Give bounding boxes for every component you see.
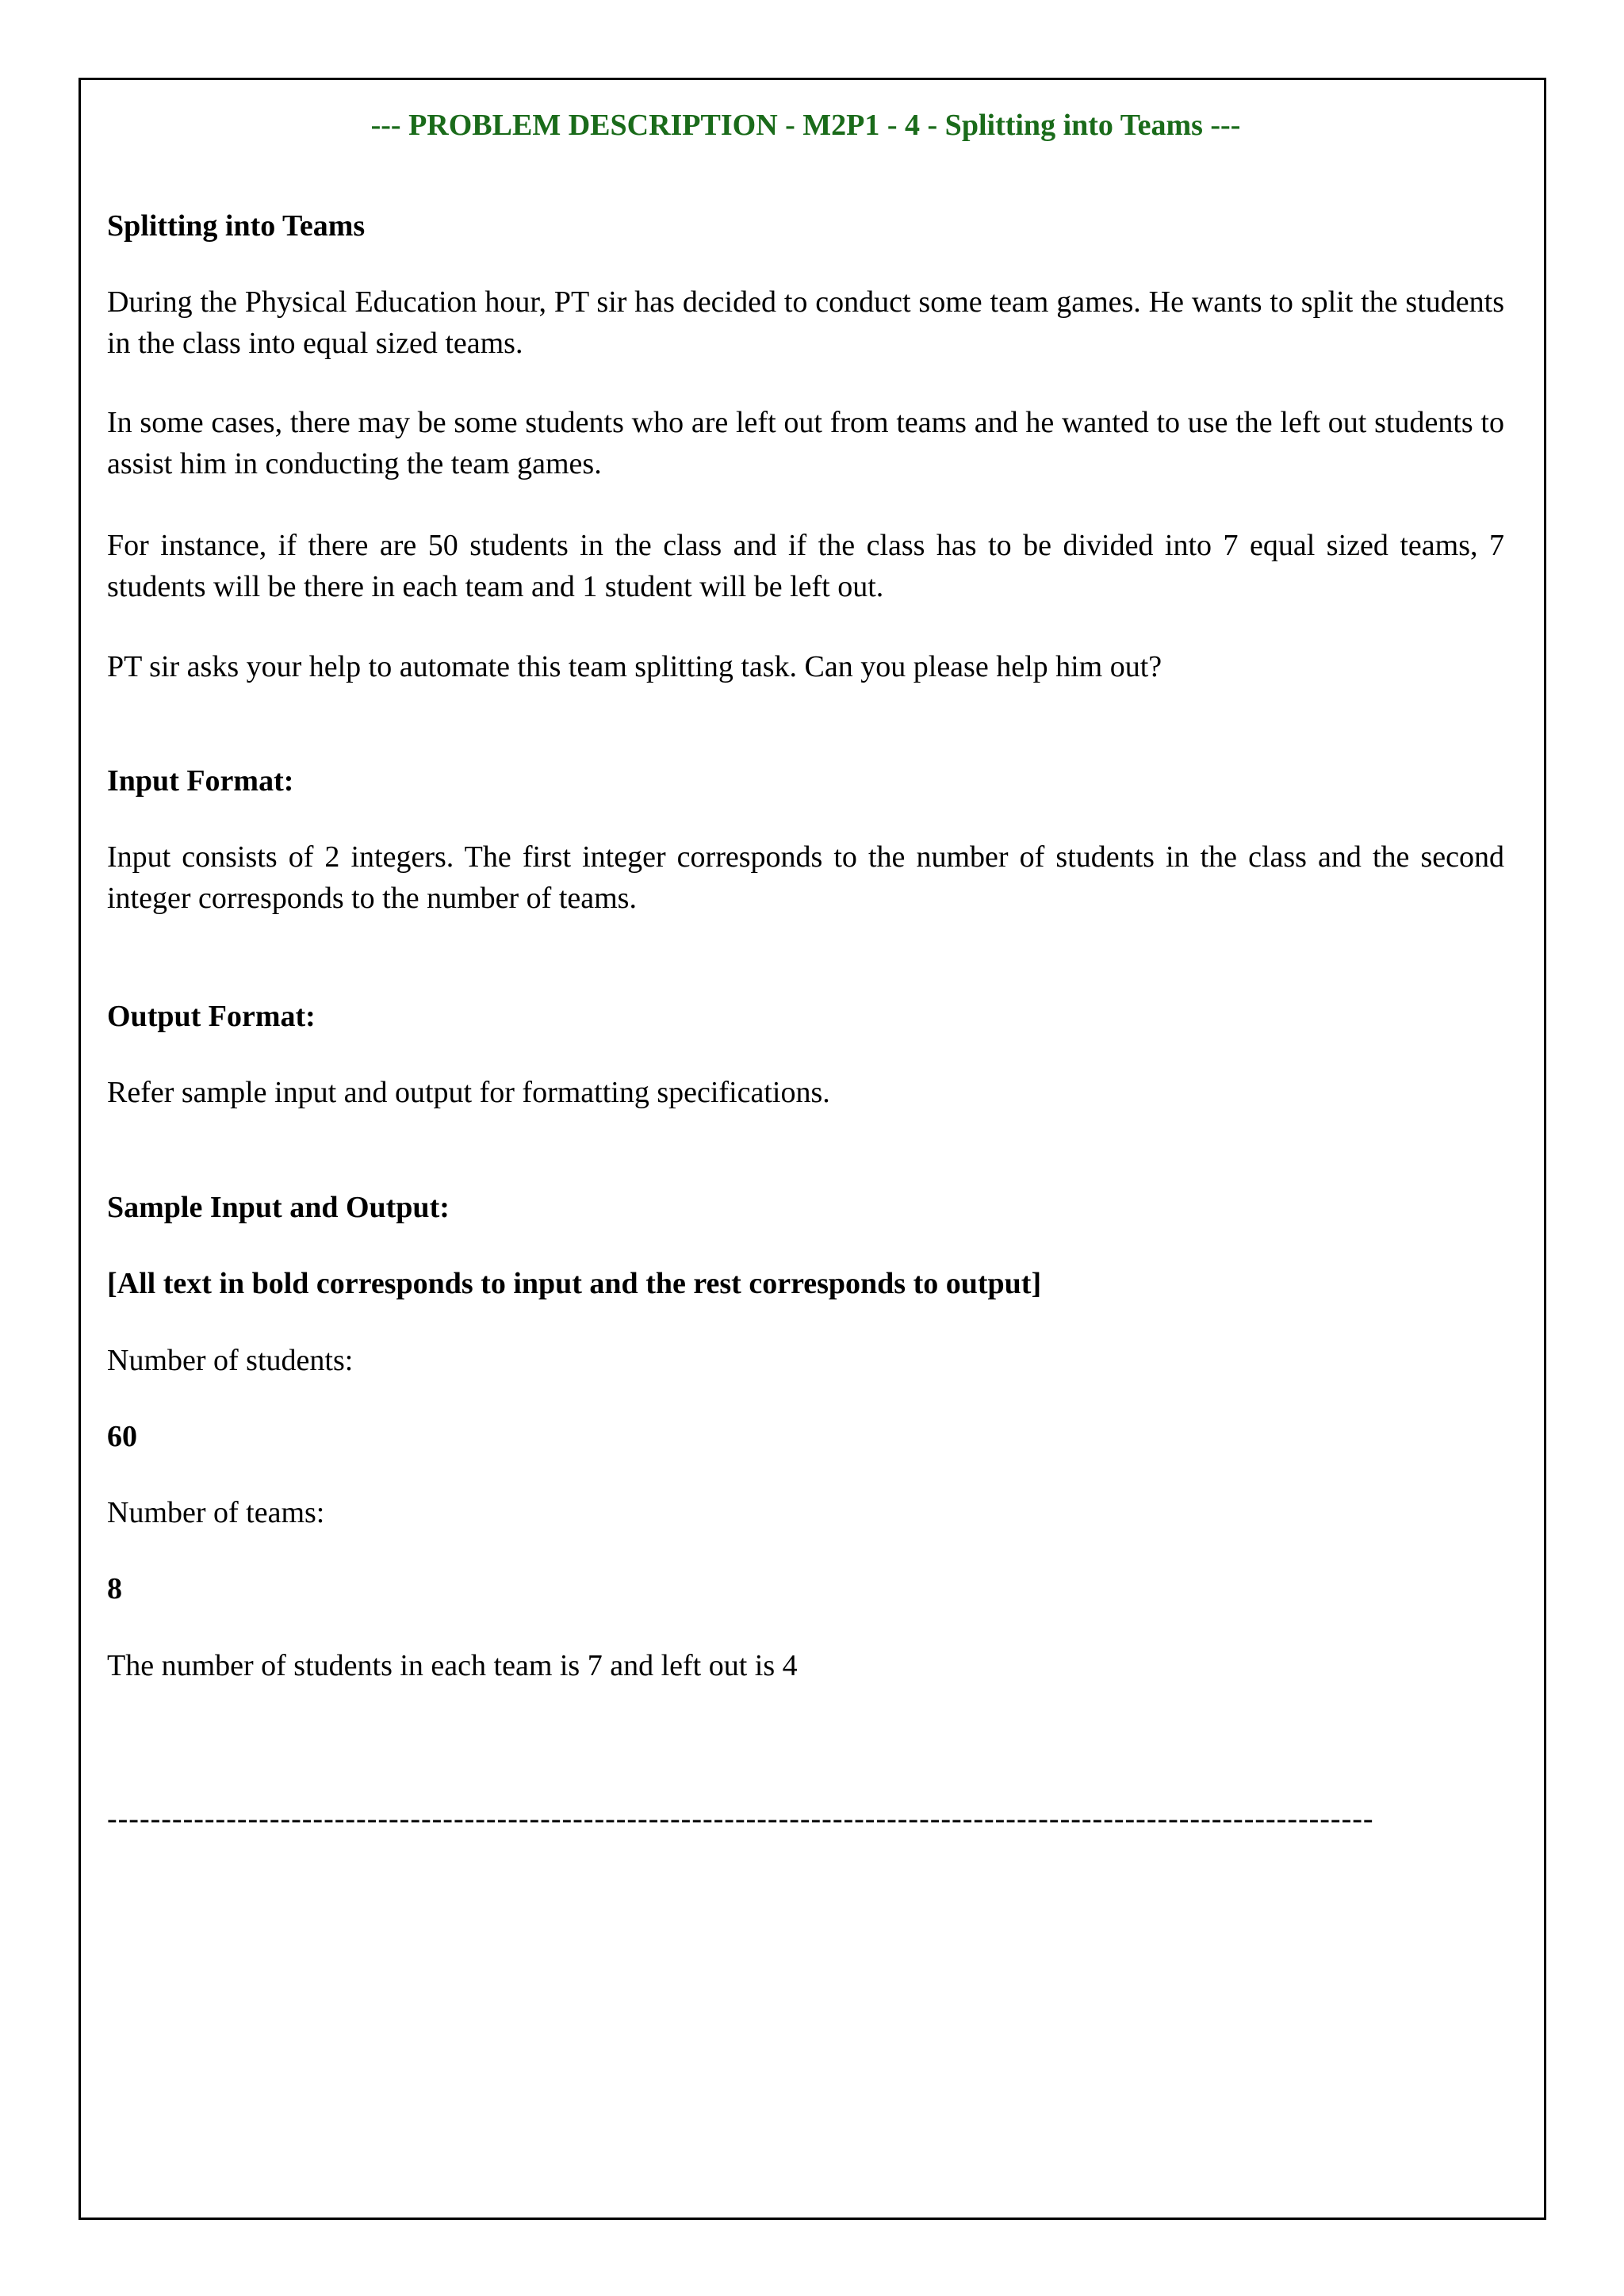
problem-title: --- PROBLEM DESCRIPTION - M2P1 - 4 - Splitting into Teams --- bbox=[370, 109, 1241, 142]
page-border bbox=[79, 78, 1546, 2220]
sample-heading: Sample Input and Output: bbox=[107, 1191, 450, 1224]
description-paragraph-2: In some cases, there may be some students who are left out from teams and he wanted to use the left out students to assist him in conducting the team games. bbox=[107, 406, 1504, 480]
output-format-text: Refer sample input and output for formatting specifications. bbox=[107, 1076, 830, 1109]
sample-prompt-students: Number of students: bbox=[107, 1344, 354, 1377]
input-format-heading: Input Format: bbox=[107, 764, 294, 798]
output-format-heading: Output Format: bbox=[107, 1000, 316, 1033]
sample-prompt-teams: Number of teams: bbox=[107, 1496, 325, 1529]
problem-heading: Splitting into Teams bbox=[107, 209, 366, 243]
separator-line: --------------------------------------------------------------------------------------------------------------------- bbox=[107, 1802, 1374, 1835]
input-format-text: Input consists of 2 integers. The first integer corresponds to the number of students in the class and the second integer corresponds to the number of teams. bbox=[107, 840, 1504, 915]
description-paragraph-3: For instance, if there are 50 students in the class and if the class has to be divided into 7 equal sized teams, 7 students will be there in each team and 1 student will be left out. bbox=[107, 529, 1504, 603]
description-paragraph-4: PT sir asks your help to automate this team splitting task. Can you please help him out? bbox=[107, 650, 1162, 683]
sample-input-students: 60 bbox=[107, 1420, 137, 1453]
sample-output: The number of students in each team is 7 and left out is 4 bbox=[107, 1649, 798, 1682]
description-paragraph-1: During the Physical Education hour, PT sir has decided to conduct some team games. He wants to split the students in the class into equal sized teams. bbox=[107, 285, 1504, 360]
sample-input-teams: 8 bbox=[107, 1572, 122, 1605]
sample-note: [All text in bold corresponds to input and the rest corresponds to output] bbox=[107, 1267, 1042, 1300]
